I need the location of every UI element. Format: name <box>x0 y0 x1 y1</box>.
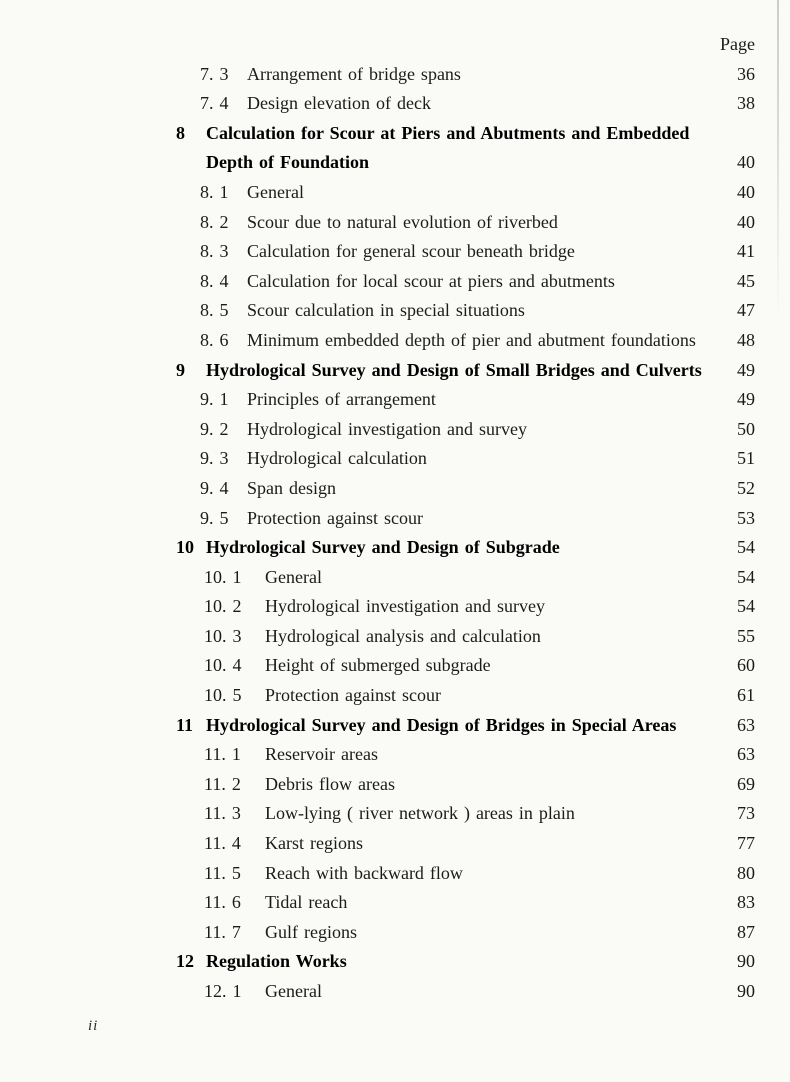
toc-entry-title: General <box>265 566 322 587</box>
toc-entry-page: 52 <box>737 477 755 498</box>
toc-row <box>0 563 790 593</box>
toc-row <box>0 178 790 208</box>
toc-entry-number: 11. 5 <box>204 862 241 883</box>
toc-entry-page <box>731 119 755 149</box>
toc-entry-page: 40 <box>737 211 755 232</box>
toc-entry-page: 54 <box>737 537 755 558</box>
toc-entry-title: Height of submerged subgrade <box>265 655 491 676</box>
toc-entry-number: 10. 4 <box>204 655 242 676</box>
toc-entry-title: Low-lying ( river network ) areas in plain <box>265 803 575 824</box>
toc-row <box>0 237 790 267</box>
toc-entry-page: 51 <box>737 448 755 469</box>
toc-entry-title: Hydrological Survey and Design of Bridges in Special Areas <box>206 714 677 735</box>
toc-row <box>0 799 790 829</box>
toc-entry-title: Hydrological analysis and calculation <box>265 625 541 646</box>
toc-entry-title: Reservoir areas <box>265 744 378 765</box>
toc-row <box>0 326 790 356</box>
toc-entry-title: Reach with backward flow <box>265 862 463 883</box>
toc-entry-page: 48 <box>737 329 755 350</box>
toc-entry-number: 9. 3 <box>200 448 229 469</box>
toc-entry-page: 63 <box>737 714 755 735</box>
toc-entry-page: 55 <box>737 625 755 646</box>
toc-entry-page: 90 <box>737 951 755 972</box>
toc-entry-number: 7. 4 <box>200 93 229 114</box>
toc-entry-page: 69 <box>737 773 755 794</box>
toc-row <box>0 208 790 238</box>
page-column-label: Page <box>720 34 755 54</box>
toc-entry-title: Calculation for general scour beneath bridge <box>247 241 575 262</box>
toc-entry-number: 9 <box>176 359 185 380</box>
toc-row <box>0 296 790 326</box>
toc-row <box>0 444 790 474</box>
toc-entry-title: Hydrological Survey and Design of Subgrade <box>206 537 560 558</box>
toc-entry-page: 73 <box>737 803 755 824</box>
toc-list <box>0 60 790 1007</box>
toc-row <box>0 681 790 711</box>
toc-entry-number: 9. 4 <box>200 477 229 498</box>
toc-entry-number: 10. 3 <box>204 625 242 646</box>
toc-row <box>0 89 790 119</box>
toc-row <box>0 385 790 415</box>
toc-row <box>0 711 790 741</box>
toc-entry-number: 9. 2 <box>200 418 229 439</box>
toc-row <box>0 148 790 178</box>
toc-entry-title: Regulation Works <box>206 951 347 972</box>
toc-entry-page: 38 <box>737 93 755 114</box>
toc-entry-title: Calculation for Scour at Piers and Abutments and Embedded <box>206 122 690 143</box>
toc-entry-page: 90 <box>737 981 755 1001</box>
toc-row <box>0 829 790 859</box>
toc-entry-title: Debris flow areas <box>265 773 395 794</box>
toc-entry-title: Arrangement of bridge spans <box>247 63 461 84</box>
toc-entry-number: 12. 1 <box>204 981 242 1001</box>
toc-entry-page: 40 <box>737 181 755 202</box>
toc-entry-number: 9. 5 <box>200 507 229 528</box>
toc-entry-number: 10. 2 <box>204 596 242 617</box>
toc-row <box>0 740 790 770</box>
toc-entry-number <box>176 148 206 178</box>
toc-entry-page: 53 <box>737 507 755 528</box>
toc-entry-number: 9. 1 <box>200 389 229 410</box>
toc-entry-page: 63 <box>737 744 755 765</box>
page-footer <box>0 1018 790 1035</box>
toc-entry-title: Span design <box>247 477 336 498</box>
toc-row <box>0 356 790 386</box>
toc-entry-title: Hydrological calculation <box>247 448 427 469</box>
toc-entry-number: 7. 3 <box>200 63 229 84</box>
toc-entry-page: 54 <box>737 566 755 587</box>
toc-row <box>0 977 790 1007</box>
toc-entry-number: 8. 2 <box>200 211 229 232</box>
toc-entry-title: Hydrological investigation and survey <box>247 418 527 439</box>
toc-entry-page: 45 <box>737 270 755 291</box>
toc-entry-number: 10 <box>176 537 194 558</box>
toc-entry-number: 11. 4 <box>204 833 241 854</box>
toc-entry-number: 11. 1 <box>204 744 241 765</box>
toc-row <box>0 119 790 149</box>
toc-row <box>0 888 790 918</box>
toc-row <box>0 533 790 563</box>
toc-entry-title: Minimum embedded depth of pier and abutment foundations <box>247 329 696 350</box>
toc-entry-title: Protection against scour <box>265 685 441 706</box>
toc-entry-number: 10. 5 <box>204 685 242 706</box>
toc-entry-title: General <box>247 181 304 202</box>
toc-row <box>0 592 790 622</box>
toc-entry-title: Tidal reach <box>265 892 348 913</box>
toc-entry-number: 12 <box>176 951 194 972</box>
toc-entry-number: 8. 4 <box>200 270 229 291</box>
toc-entry-number: 8. 1 <box>200 181 229 202</box>
toc-entry-number: 11 <box>176 714 194 735</box>
toc-entry-number: 11. 6 <box>204 892 241 913</box>
toc-entry-title: Design elevation of deck <box>247 93 431 114</box>
toc-entry-number: 11. 3 <box>204 803 241 824</box>
toc-entry-number: 8 <box>176 122 185 143</box>
toc-row <box>0 918 790 948</box>
toc-entry-number: 8. 3 <box>200 241 229 262</box>
toc-entry-title: Protection against scour <box>247 507 423 528</box>
page-header <box>0 30 790 60</box>
toc-entry-page: 54 <box>737 596 755 617</box>
toc-entry-page: 40 <box>737 152 755 173</box>
toc-entry-page: 83 <box>737 892 755 913</box>
toc-entry-page: 49 <box>737 359 755 380</box>
toc-entry-title: General <box>265 981 322 1001</box>
toc-row <box>0 947 790 977</box>
toc-row <box>0 474 790 504</box>
toc-entry-page: 60 <box>737 655 755 676</box>
toc-entry-title: Scour calculation in special situations <box>247 300 525 321</box>
toc-row <box>0 651 790 681</box>
toc-entry-title: Depth of Foundation <box>206 152 370 173</box>
toc-row <box>0 859 790 889</box>
toc-entry-page: 61 <box>737 685 755 706</box>
toc-entry-page: 41 <box>737 241 755 262</box>
toc-row <box>0 60 790 90</box>
toc-entry-number: 8. 5 <box>200 300 229 321</box>
toc-entry-title: Calculation for local scour at piers and abutments <box>247 270 615 291</box>
toc-entry-number: 8. 6 <box>200 329 229 350</box>
toc-entry-page: 50 <box>737 418 755 439</box>
folio-page-number: ii <box>88 1017 99 1034</box>
toc-entry-number: 10. 1 <box>204 566 242 587</box>
toc-entry-page: 49 <box>737 389 755 410</box>
toc-row <box>0 504 790 534</box>
toc-entry-number: 11. 7 <box>204 921 241 942</box>
toc-entry-page: 87 <box>737 921 755 942</box>
toc-row <box>0 267 790 297</box>
toc-entry-page: 36 <box>737 63 755 84</box>
toc-entry-page: 80 <box>737 862 755 883</box>
toc-row <box>0 622 790 652</box>
toc-entry-number: 11. 2 <box>204 773 241 794</box>
toc-entry-page: 47 <box>737 300 755 321</box>
toc-entry-title: Principles of arrangement <box>247 389 436 410</box>
toc-entry-title: Karst regions <box>265 833 363 854</box>
toc-entry-page: 77 <box>737 833 755 854</box>
toc-entry-title: Hydrological investigation and survey <box>265 596 545 617</box>
toc-row <box>0 415 790 445</box>
toc-entry-title: Scour due to natural evolution of riverbed <box>247 211 558 232</box>
toc-row <box>0 770 790 800</box>
toc-entry-title: Gulf regions <box>265 921 357 942</box>
toc-entry-title: Hydrological Survey and Design of Small Bridges and Culverts <box>206 359 702 380</box>
